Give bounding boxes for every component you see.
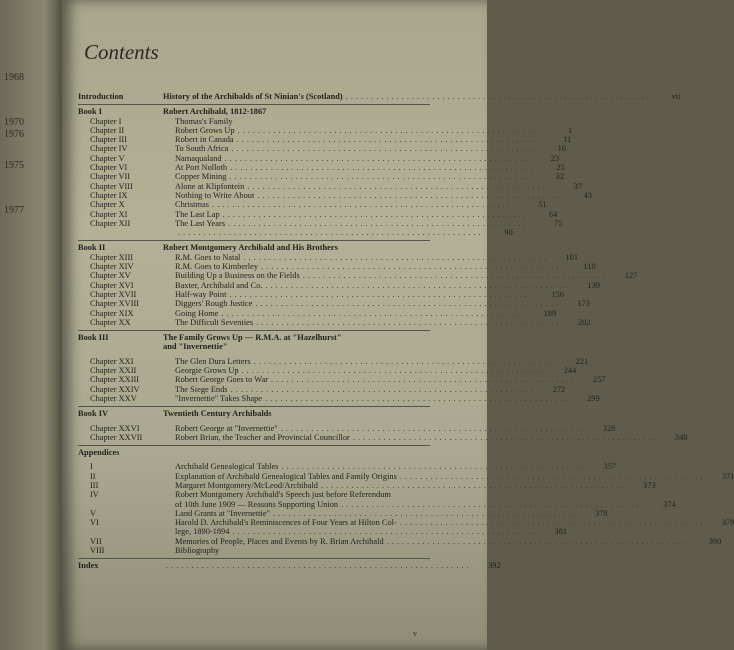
toc-entry-page: 202 [578,317,591,327]
toc-entry-page: 340 [674,432,688,442]
toc-entry-label: Chapter XV [90,271,131,281]
toc-entry [78,163,565,173]
toc-entry-title: Nothing to Write About [175,190,255,200]
contents-page [62,0,734,650]
toc-entry [78,117,448,126]
toc-entry-page: 173 [577,299,590,309]
table-of-contents [78,92,734,571]
toc-entry-label: Chapter VII [90,172,131,182]
toc-entry-page: 25 [556,163,565,173]
margin-year: 1968 [4,72,24,83]
toc-entry-page: 379 [721,518,734,528]
toc-entry-label: V [90,508,97,518]
leader-dots: ............................................................ [352,432,659,442]
leader-dots: ............................................................ [243,252,549,262]
toc-entry-page: 139 [587,280,600,290]
leader-dots: ............................................................ [345,92,652,101]
margin-year: 1975 [4,160,24,171]
toc-entry-label: Introduction [78,92,124,101]
toc-entry [78,289,565,299]
toc-entry [78,508,608,518]
toc-entry-page: 64 [548,209,558,219]
toc-entry-title: Robert George at "Invernettie" [175,423,278,433]
toc-entry-label: Chapter II [90,125,125,135]
toc-entry-title: Copper Mining [175,172,227,182]
toc-entry-page: 110 [583,262,596,272]
toc-entry-label: Chapter XX [90,317,131,327]
leader-dots: ............................................................ [257,190,563,200]
toc-entry-title: Robert Montgomery Archibald's Speech just before Referendum [175,490,391,500]
toc-section-heading [78,342,448,351]
toc-entry-label: Chapter XXV [90,393,137,403]
leader-dots: ............................................................ [247,181,553,191]
leader-dots: ............................................................ [270,375,577,385]
toc-entry-label: Chapter XXIV [90,384,140,394]
section-divider [78,240,430,241]
toc-entry-title: Going Home [175,308,219,318]
toc-entry-label: Chapter VIII [90,181,133,191]
toc-entry-label: Appendices [78,448,120,458]
toc-entry [78,384,566,394]
toc-entry [78,172,565,182]
toc-entry-title: Robert in Canada [175,135,234,145]
toc-entry-label: VI [90,518,99,528]
toc-entry-label: Chapter III [90,135,127,145]
margin-year: 1976 [4,129,24,140]
toc-entry-page: 156 [551,289,565,299]
toc-entry-page: 390 [708,536,722,546]
section-divider [78,558,430,559]
toc-entry-label: Chapter XXIII [90,375,140,385]
leader-dots: ............................................................ [256,317,562,327]
toc-section-heading [78,333,448,342]
leader-dots: ............................................................ [228,218,534,228]
toc-entry-page: 127 [624,271,638,281]
toc-entry [78,209,558,219]
leader-dots: ............................................................ [302,271,609,281]
toc-entry-title: Diggers' Rough Justice [175,299,253,309]
toc-entry [78,280,600,290]
toc-entry-page: 378 [595,508,608,518]
toc-entry [78,317,591,327]
margin-year: 1977 [4,205,24,216]
toc-entry-title: Building Up a Business on the Fields [175,271,300,281]
toc-entry-label: VIII [90,546,105,556]
toc-entry-page: 32 [555,172,565,182]
toc-entry-page: vii [671,92,681,101]
toc-entry [78,518,734,528]
toc-entry-title: The Last Lap [175,209,220,219]
leader-dots: ............................................................ [265,393,571,403]
toc-entry-title: lege, 1890-1894 [175,527,230,537]
toc-entry-label: IV [90,490,99,500]
margin-year: 1970 [4,117,24,128]
toc-entry-title: Alone at Klipfontein [175,181,245,191]
toc-entry-page: 101 [565,252,578,262]
toc-entry-title: At Port Nolloth [175,163,228,173]
toc-entry-page: 43 [583,190,592,200]
toc-entry-title: Robert George Goes to War [175,375,268,385]
toc-entry [78,252,578,262]
toc-entry-label: Chapter XVI [90,280,134,290]
toc-entry [78,499,676,509]
toc-entry-label: Chapter IV [90,144,128,154]
toc-entry-title: and "Invernettie" [163,342,228,352]
leader-dots: ............................................................ [236,135,543,145]
leader-dots: ............................................................ [255,299,561,309]
toc-entry-label: III [90,480,99,490]
toc-entry-page: 16 [557,144,567,154]
leader-dots: ............................................................ [229,172,536,182]
leader-dots: ............................................................ [224,153,531,163]
toc-entry [78,153,560,163]
toc-entry-title: The Siege Ends [175,384,228,394]
toc-entry-page: 357 [603,462,617,472]
toc-entry-title: Georgie Grows Up [175,366,239,376]
toc-entry [78,527,568,537]
toc-entry-label: Chapter X [90,200,125,210]
toc-entry-label: Chapter IX [90,190,128,200]
toc-entry-title: Robert Brian, the Teacher and Provincial Councillor [175,432,350,442]
toc-entry-page: 75 [554,218,563,228]
toc-entry-title: of 10th June 1909 — Reasons Supporting Union [175,499,339,509]
toc-entry-page: 51 [538,200,547,210]
leader-dots: ............................................................ [261,262,567,272]
leader-dots: ............................................................ [265,280,571,290]
toc-entry-page: 272 [552,384,566,394]
toc-entry-page: 244 [563,366,577,376]
toc-entry-title: R.M. Goes to Kimberley [175,262,259,272]
toc-section-heading [78,107,448,116]
toc-entry-title: Robert Archibald, 1812-1867 [163,107,267,117]
toc-entry-label: Chapter I [90,116,122,126]
toc-entry-page: 189 [543,308,557,318]
toc-entry-page: 374 [663,499,676,509]
toc-entry [78,135,572,145]
section-divider [78,406,430,407]
leader-dots: ............................................................ [221,308,528,318]
toc-section-heading [78,409,448,418]
leader-dots: ............................................................ [399,518,706,528]
toc-entry [78,432,688,442]
toc-entry-label: Chapter XXVI [90,423,140,433]
toc-entry-label: Index [78,561,99,571]
toc-entry [78,200,547,210]
toc-entry-page: 328 [602,423,616,433]
toc-entry-page: 299 [587,393,600,403]
toc-entry-title: Baxter, Archibald and Co. [175,280,263,290]
toc-entry-title: R.M. Goes to Natal [175,252,241,262]
toc-entry-title: The Family Grows Up — R.M.A. at "Hazelhurst" [163,333,342,343]
section-divider [78,104,430,105]
toc-entry [78,462,617,472]
leader-dots: ............................................................ [230,384,537,394]
toc-entry-label: Chapter VI [90,163,128,173]
leader-dots: ............................................................ [281,462,588,472]
toc-entry-title: Christmas [175,200,209,210]
toc-entry-title: The Glen Dura Letters [175,356,251,366]
toc-entry-title: Namaqualand [175,153,222,163]
toc-entry-label: Book II [78,243,106,253]
toc-entry [78,262,596,272]
toc-entry-page: 90 [504,228,513,238]
toc-entry [78,308,557,318]
toc-entry-label: Chapter XXI [90,356,134,366]
toc-entry-label: Chapter XVII [90,289,137,299]
toc-entry-title: Archibald Genealogical Tables [175,462,279,472]
toc-entry-label: I [90,462,93,472]
toc-entry-label: Chapter XIV [90,262,134,272]
toc-entry-page: 37 [573,181,582,191]
toc-entry-label: Chapter XI [90,209,128,219]
toc-entry [78,490,448,499]
leader-dots: ............................................................ [229,289,536,299]
toc-entry-page: 392 [488,561,501,571]
leader-dots: ............................................................ [280,423,587,433]
toc-section-heading [78,92,681,101]
leader-dots: ............................................................ [178,228,484,238]
section-divider [78,445,430,446]
toc-entry-title: Half-way Point [175,289,227,299]
toc-section-heading [78,243,448,252]
toc-entry-title: Thomas's Family [175,116,233,126]
toc-entry-title: Robert Grows Up [175,125,235,135]
toc-entry-page: 371 [721,471,734,481]
toc-entry [78,181,582,191]
toc-entry-title: To South Africa [175,144,229,154]
leader-dots: ............................................................ [320,480,627,490]
toc-entry [78,218,563,228]
leader-dots: ............................................................ [386,536,693,546]
toc-entry-title: The Last Years [175,218,226,228]
toc-entry-label: Book I [78,107,102,117]
page-folio: v [413,629,417,638]
toc-entry-title: History of the Archibalds of St Ninian's (Scotland) [163,92,343,101]
toc-entry-title: Explanation of Archibald Genealogical Tables and Family Origins [175,471,397,481]
leader-dots: ............................................................ [253,356,560,366]
toc-entry-title: "Invernettie" Takes Shape [175,393,263,403]
toc-entry-label: Chapter XII [90,218,131,228]
toc-entry-page: 11 [563,135,572,145]
leader-dots: ............................................................ [341,499,647,509]
leader-dots: ............................................................ [231,144,538,154]
leader-dots: ............................................................ [399,471,706,481]
toc-entry-page: 257 [593,375,606,385]
leader-dots: ............................................................ [211,200,518,210]
toc-entry-title: The Difficult Seventies [175,317,253,327]
toc-entry [78,471,734,481]
page-title: Contents [84,40,159,64]
toc-entry-label: Chapter XVIII [90,299,140,309]
toc-entry-page: 221 [575,356,589,366]
toc-entry [78,393,600,403]
toc-entry-label: II [90,471,96,481]
toc-entry [78,125,573,135]
toc-section-heading [78,448,448,457]
toc-entry [78,190,592,200]
section-divider [78,330,430,331]
leader-dots: ............................................................ [222,209,529,219]
toc-entry-title: Robert Montgomery Archibald and His Brothers [163,243,338,253]
toc-entry [78,480,656,490]
facing-page-edge [0,0,64,650]
leader-dots: ............................................................ [166,561,472,571]
leader-dots: ............................................................ [230,163,536,173]
toc-entry [78,271,638,281]
toc-entry [78,144,567,154]
toc-entry [78,299,590,309]
toc-entry-label: VII [90,536,102,546]
toc-entry-label: Chapter XIX [90,308,134,318]
toc-entry [78,228,513,238]
toc-entry-page: 1 [568,125,573,135]
toc-entry-page: 373 [642,480,656,490]
toc-entry-title: Memories of People, Places and Events by R. Brian Archibald [175,536,384,546]
toc-entry [78,375,606,385]
toc-entry-label: Chapter XXII [90,366,137,376]
toc-entry [78,423,616,433]
leader-dots: ............................................................ [237,125,544,135]
toc-entry-page: 381 [554,527,568,537]
toc-entry-label: Chapter XIII [90,252,134,262]
toc-entry-title: Land Grants at "Invernettie" [175,508,270,518]
toc-section-heading [78,561,501,571]
leader-dots: ............................................................ [272,508,579,518]
toc-entry [78,536,722,546]
toc-entry-label: Chapter V [90,153,125,163]
toc-entry-title: Twentieth Century Archibalds [163,409,272,419]
toc-entry-label: Book III [78,333,109,343]
leader-dots: ............................................................ [232,527,539,537]
toc-entry-label: Chapter XXVII [90,432,143,442]
toc-entry [78,356,589,366]
toc-entry [78,546,448,555]
toc-entry-page: 23 [550,153,560,163]
leader-dots: ............................................................ [241,366,548,376]
toc-entry-title: Bibliography [175,546,220,556]
toc-entry-title: Margaret Montgomery/McLeod/Archibald [175,480,318,490]
toc-entry-label: Book IV [78,409,109,419]
toc-entry-title: Harold D. Archibald's Reminiscences of Four Years at Hilton Col- [175,518,397,528]
toc-entry [78,366,577,376]
